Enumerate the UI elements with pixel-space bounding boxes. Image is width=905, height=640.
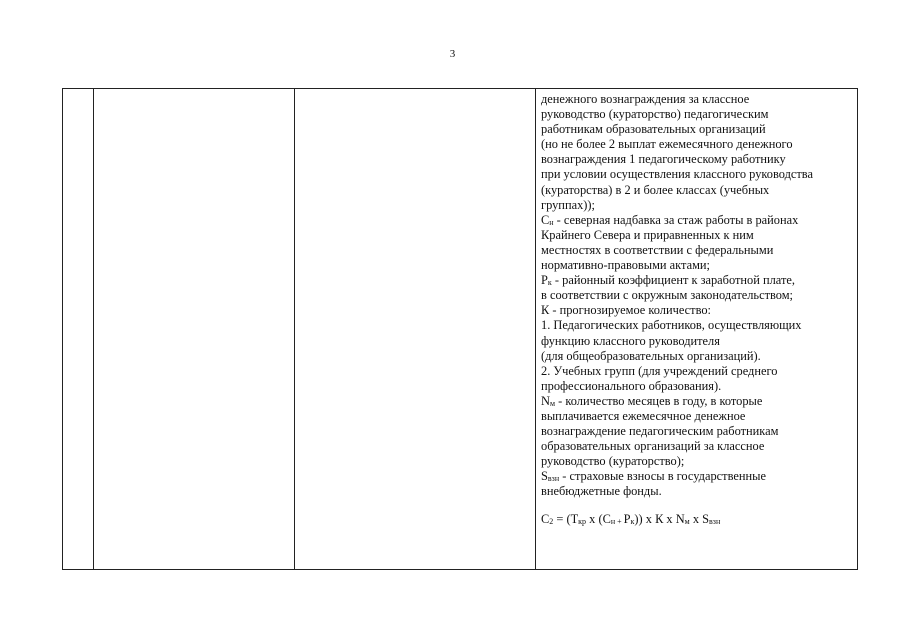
calculation-text — [536, 89, 857, 527]
text-line: в соответствии с окружным законодательством; — [541, 288, 793, 303]
nm-subscript: м — [549, 398, 556, 408]
text-line: денежного вознаграждения за классное — [541, 92, 750, 106]
formula-subscript: н + — [610, 516, 624, 526]
text-span: - районный коэффициент к заработной плате, — [551, 273, 795, 288]
text-line: внебюджетные фонды. — [541, 484, 662, 499]
rk-symbol: Р — [541, 273, 548, 288]
s-definition — [541, 469, 851, 484]
s-symbol: S — [541, 469, 548, 484]
text-line: местностях в соответствии с федеральными — [541, 242, 774, 257]
text-line: нормативно-правовыми актами; — [541, 258, 710, 273]
text-span: - страховые взносы в государственные — [559, 469, 766, 484]
text-line: (кураторства) в 2 и более классах (учебных — [541, 182, 770, 197]
nm-symbol: N — [541, 393, 550, 408]
table-cell-basis — [295, 89, 536, 570]
rk-subscript: к — [547, 278, 552, 288]
text-line: 2. Учебных групп (для учреждений среднего — [541, 363, 778, 378]
nm-definition — [541, 394, 851, 409]
text-line: К - прогнозируемое количество: — [541, 303, 711, 318]
text-line: (для общеобразовательных организаций). — [541, 348, 761, 363]
text-span: - количество месяцев в году, в которые — [555, 393, 763, 408]
rk-definition — [541, 273, 851, 288]
formula-subscript: взн — [709, 516, 721, 526]
text-line: профессионального образования). — [541, 378, 722, 393]
formula-part: х (С — [586, 511, 611, 526]
page-number: 3 — [449, 48, 456, 60]
text-line: функцию классного руководителя — [541, 333, 720, 348]
text-line: вознаграждение педагогическим работникам — [541, 424, 779, 439]
table-row — [63, 89, 858, 570]
text-line: при условии осуществления классного руководства — [541, 167, 813, 182]
text-line: руководство (кураторство) педагогическим — [541, 107, 769, 122]
cn-symbol: С — [541, 212, 550, 227]
formula-part: С — [541, 511, 550, 526]
s-subscript: взн — [547, 474, 560, 484]
table-cell-number — [63, 89, 94, 570]
formula-subscript: м — [684, 516, 690, 526]
formula-part: = (Т — [553, 511, 579, 526]
table-cell-name — [94, 89, 295, 570]
text-line: руководство (кураторство); — [541, 454, 685, 469]
formula-subscript: 2 — [549, 516, 554, 526]
formula-part: )) х К х N — [634, 511, 685, 526]
formula-subscript: кр — [578, 516, 587, 526]
table-cell-calculation — [536, 89, 858, 570]
text-line: 1. Педагогических работников, осуществляющих — [541, 318, 802, 333]
text-line: вознаграждения 1 педагогическому работнику — [541, 152, 786, 167]
cn-subscript: н — [549, 217, 554, 227]
text-line: группах)); — [541, 197, 595, 212]
formula-subscript: к — [630, 516, 635, 526]
text-line: работникам образовательных организаций — [541, 122, 766, 137]
cn-definition — [541, 213, 851, 228]
text-line: (но не более 2 выплат ежемесячного денежного — [541, 137, 793, 152]
document-table — [62, 88, 858, 570]
formula — [541, 512, 851, 527]
text-span: - северная надбавка за стаж работы в районах — [553, 212, 799, 227]
text-line: образовательных организаций за классное — [541, 439, 765, 454]
text-line: выплачивается ежемесячное денежное — [541, 408, 746, 423]
text-line: Крайнего Севера и приравненных к ним — [541, 227, 754, 242]
formula-part: Р — [623, 511, 631, 526]
formula-part: х S — [689, 511, 710, 526]
